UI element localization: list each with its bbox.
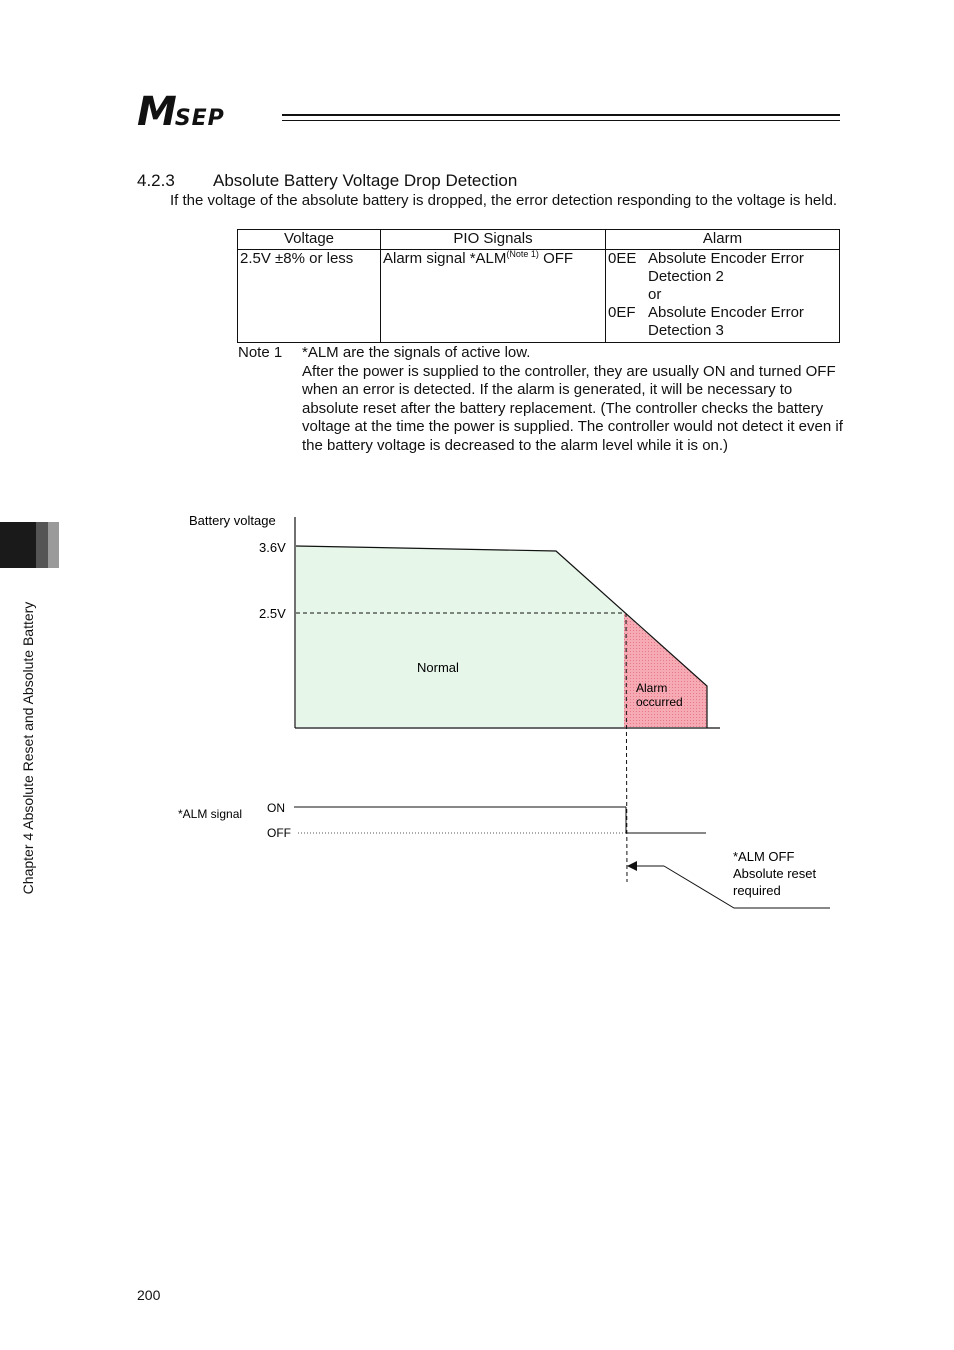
- alarm-code: 0EE: [608, 250, 637, 267]
- pio-prefix: Alarm signal *ALM: [383, 250, 507, 267]
- note-paragraph: After the power is supplied to the controller, they are usually ON and turned OFF when an error is detected. If the alarm is generated, it will be necessary to absolute reset after the battery replacement. (The controller checks the battery voltage at the time the power is supplied. The controller would not detect it even if the battery voltage is decreased to the alarm level while it is on.): [302, 362, 843, 454]
- normal-region: [296, 546, 624, 727]
- callout-text-2: Absolute reset: [733, 866, 817, 881]
- alarm-text: Absolute Encoder Error Detection 2: [648, 250, 804, 285]
- chapter-side-label: Chapter 4 Absolute Reset and Absolute Battery: [20, 601, 36, 895]
- section-title: Absolute Battery Voltage Drop Detection: [213, 171, 518, 190]
- arrowhead-icon: [627, 861, 637, 871]
- callout-text-1: *ALM OFF: [733, 849, 795, 864]
- alm-signal-label: *ALM signal: [178, 807, 243, 821]
- chapter-tab-mid: [36, 522, 48, 568]
- note-line-1: *ALM are the signals of active low.: [302, 344, 531, 361]
- section-number: 4.2.3: [137, 171, 175, 190]
- alarm-label: Alarm: [636, 681, 668, 695]
- on-label: ON: [267, 801, 285, 815]
- logo-sep: SEP: [174, 106, 225, 131]
- alarm-label-2: occurred: [636, 695, 683, 709]
- header-alarm: Alarm: [606, 230, 840, 250]
- page-number: 200: [137, 1287, 161, 1303]
- chapter-tab: [0, 522, 36, 568]
- alarm-region: [624, 613, 707, 727]
- alarm-text: Absolute Encoder Error Detection 3: [648, 304, 804, 339]
- logo-m: M: [137, 89, 175, 135]
- normal-label: Normal: [417, 660, 459, 675]
- alarm-code: 0EF: [608, 304, 636, 321]
- y-axis-label: Battery voltage: [189, 513, 276, 528]
- pio-note-ref: (Note 1): [506, 249, 539, 259]
- tick-label-2-5v: 2.5V: [259, 606, 286, 621]
- header-pio-signals: PIO Signals: [381, 230, 606, 250]
- chapter-tab-light: [48, 522, 59, 568]
- section-intro: If the voltage of the absolute battery is dropped, the error detection responding to the voltage is held.: [170, 192, 838, 209]
- tick-label-3-6v: 3.6V: [259, 540, 286, 555]
- cell-voltage: 2.5V ±8% or less: [238, 250, 381, 343]
- alarm-or-text: or: [648, 286, 662, 303]
- note-label: Note 1: [238, 344, 283, 361]
- off-label: OFF: [267, 826, 291, 840]
- callout-text-3: required: [733, 883, 781, 898]
- pio-suffix: OFF: [538, 250, 574, 267]
- header-voltage: Voltage: [238, 230, 381, 250]
